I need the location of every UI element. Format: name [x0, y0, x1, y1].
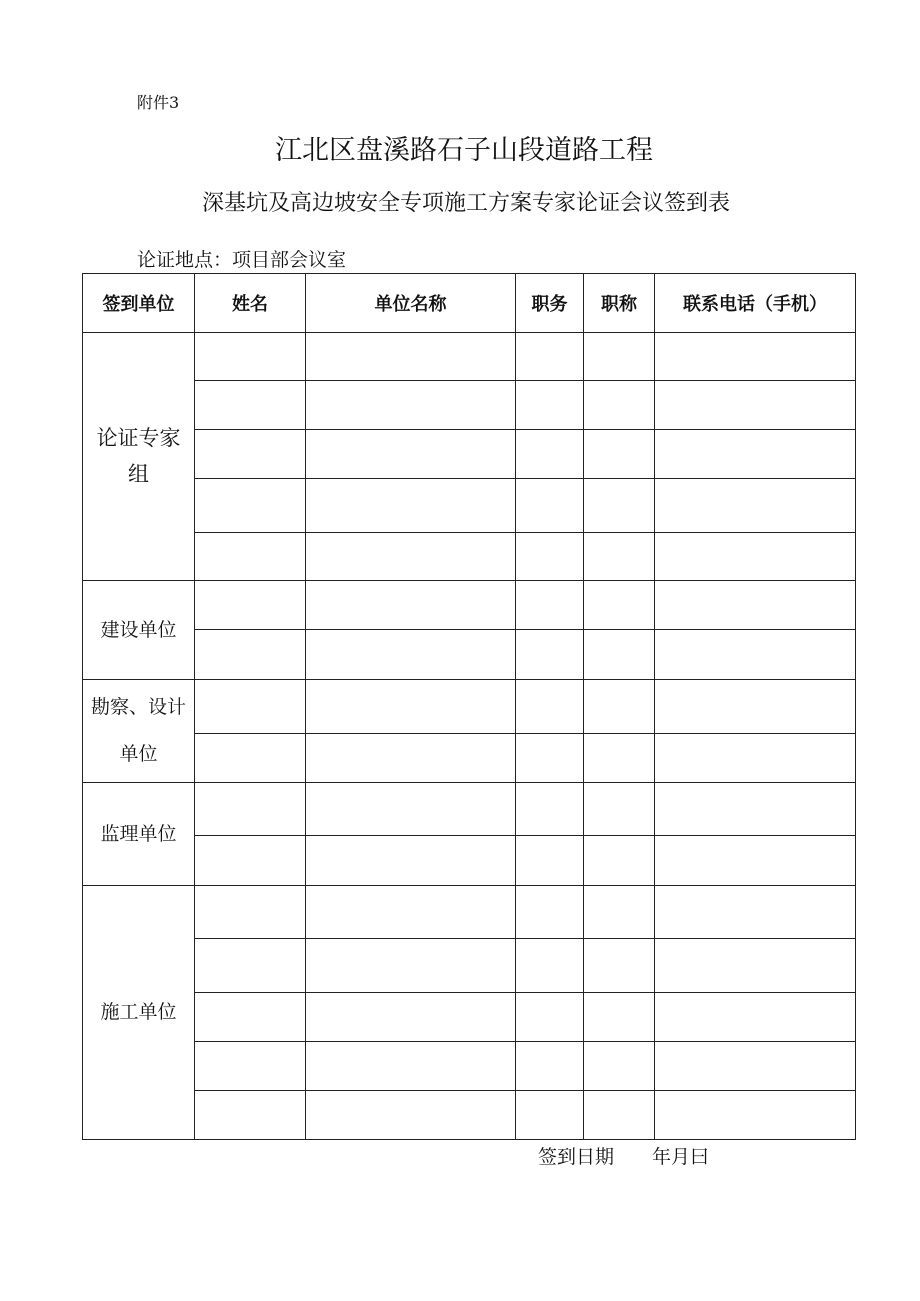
position-cell[interactable] [516, 1042, 584, 1091]
phone-cell[interactable] [655, 381, 856, 430]
title-cell[interactable] [584, 886, 655, 939]
group-survey-design-label: 勘察、设计单位 [83, 680, 195, 783]
phone-cell[interactable] [655, 581, 856, 630]
phone-cell[interactable] [655, 479, 856, 533]
table-row [83, 430, 856, 479]
organization-cell[interactable] [306, 630, 516, 680]
table-row [83, 581, 856, 630]
attachment-label: 附件3 [137, 93, 180, 112]
phone-cell[interactable] [655, 734, 856, 783]
name-cell[interactable] [195, 939, 306, 993]
name-cell[interactable] [195, 630, 306, 680]
title-cell[interactable] [584, 479, 655, 533]
name-cell[interactable] [195, 581, 306, 630]
header-phone: 联系电话（手机） [655, 274, 856, 333]
phone-cell[interactable] [655, 886, 856, 939]
name-cell[interactable] [195, 479, 306, 533]
phone-cell[interactable] [655, 1091, 856, 1140]
header-position: 职务 [516, 274, 584, 333]
phone-cell[interactable] [655, 836, 856, 886]
organization-cell[interactable] [306, 993, 516, 1042]
phone-cell[interactable] [655, 630, 856, 680]
header-name: 姓名 [195, 274, 306, 333]
table-row [83, 680, 856, 734]
phone-cell[interactable] [655, 1042, 856, 1091]
name-cell[interactable] [195, 333, 306, 381]
title-cell[interactable] [584, 630, 655, 680]
table-row [83, 1042, 856, 1091]
position-cell[interactable] [516, 381, 584, 430]
organization-cell[interactable] [306, 836, 516, 886]
title-cell[interactable] [584, 993, 655, 1042]
header-title: 职称 [584, 274, 655, 333]
title-cell[interactable] [584, 1091, 655, 1140]
title-cell[interactable] [584, 430, 655, 479]
organization-cell[interactable] [306, 581, 516, 630]
phone-cell[interactable] [655, 680, 856, 734]
position-cell[interactable] [516, 1091, 584, 1140]
table-row [83, 381, 856, 430]
organization-cell[interactable] [306, 783, 516, 836]
organization-cell[interactable] [306, 680, 516, 734]
organization-cell[interactable] [306, 734, 516, 783]
table-row [83, 886, 856, 939]
header-sign-unit: 签到单位 [83, 274, 195, 333]
name-cell[interactable] [195, 1091, 306, 1140]
header-organization: 单位名称 [306, 274, 516, 333]
title-cell[interactable] [584, 333, 655, 381]
position-cell[interactable] [516, 680, 584, 734]
name-cell[interactable] [195, 533, 306, 581]
title-cell[interactable] [584, 939, 655, 993]
group-expert-label: 论证专家组 [83, 333, 195, 581]
organization-cell[interactable] [306, 479, 516, 533]
position-cell[interactable] [516, 886, 584, 939]
table-row [83, 1091, 856, 1140]
table-row [83, 734, 856, 783]
position-cell[interactable] [516, 479, 584, 533]
position-cell[interactable] [516, 734, 584, 783]
name-cell[interactable] [195, 783, 306, 836]
title-cell[interactable] [584, 533, 655, 581]
table-row [83, 479, 856, 533]
title-cell[interactable] [584, 680, 655, 734]
name-cell[interactable] [195, 993, 306, 1042]
phone-cell[interactable] [655, 783, 856, 836]
title-cell[interactable] [584, 581, 655, 630]
table-row [83, 783, 856, 836]
title-cell[interactable] [584, 783, 655, 836]
group-contractor-label: 施工单位 [83, 886, 195, 1140]
phone-cell[interactable] [655, 939, 856, 993]
position-cell[interactable] [516, 581, 584, 630]
name-cell[interactable] [195, 381, 306, 430]
phone-cell[interactable] [655, 993, 856, 1042]
meeting-location: 论证地点：项目部会议室 [137, 249, 347, 271]
title-cell[interactable] [584, 1042, 655, 1091]
title-cell[interactable] [584, 381, 655, 430]
organization-cell[interactable] [306, 533, 516, 581]
title-cell[interactable] [584, 734, 655, 783]
name-cell[interactable] [195, 734, 306, 783]
position-cell[interactable] [516, 430, 584, 479]
document-title [0, 128, 920, 167]
position-cell[interactable] [516, 533, 584, 581]
name-cell[interactable] [195, 430, 306, 479]
sign-date: 签到日期 年月曰 [538, 1146, 710, 1168]
organization-cell[interactable] [306, 381, 516, 430]
name-cell[interactable] [195, 1042, 306, 1091]
organization-cell[interactable] [306, 333, 516, 381]
position-cell[interactable] [516, 630, 584, 680]
organization-cell[interactable] [306, 1091, 516, 1140]
document-title-text: 江北区盘溪路石子山段道路工程 [275, 135, 653, 166]
document-subtitle: 深基坑及高边坡安全专项施工方案专家论证会议签到表 [201, 191, 730, 216]
position-cell[interactable] [516, 836, 584, 886]
table-row [83, 993, 856, 1042]
organization-cell[interactable] [306, 1042, 516, 1091]
table-row [83, 836, 856, 886]
phone-cell[interactable] [655, 333, 856, 381]
organization-cell[interactable] [306, 939, 516, 993]
table-row [83, 333, 856, 381]
name-cell[interactable] [195, 680, 306, 734]
phone-cell[interactable] [655, 430, 856, 479]
position-cell[interactable] [516, 993, 584, 1042]
title-cell[interactable] [584, 836, 655, 886]
table-row [83, 630, 856, 680]
position-cell[interactable] [516, 939, 584, 993]
header-row [83, 274, 856, 333]
phone-cell[interactable] [655, 533, 856, 581]
group-supervisor-label: 监理单位 [83, 783, 195, 886]
group-owner-label: 建设单位 [83, 581, 195, 680]
position-cell[interactable] [516, 783, 584, 836]
name-cell[interactable] [195, 886, 306, 939]
sign-in-table [82, 273, 856, 1140]
table-row [83, 939, 856, 993]
table-row [83, 533, 856, 581]
name-cell[interactable] [195, 836, 306, 886]
organization-cell[interactable] [306, 886, 516, 939]
organization-cell[interactable] [306, 430, 516, 479]
position-cell[interactable] [516, 333, 584, 381]
